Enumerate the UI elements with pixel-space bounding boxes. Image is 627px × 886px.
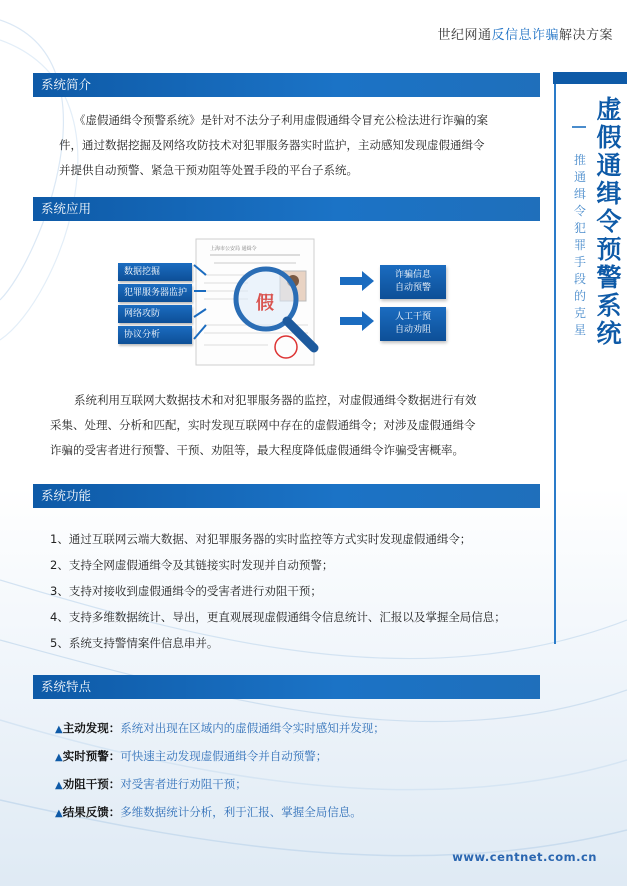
function-item: 3、支持对接收到虚假通缉令的受害者进行劝阻干预； xyxy=(50,584,322,598)
function-item: 4、支持多维数据统计、导出，更直观展现虚假通缉令信息统计、汇报以及掌握全局信息； xyxy=(50,610,506,624)
input-tag-1: 数据挖掘 xyxy=(118,263,192,281)
side-subtitle: 推通缉令犯罪手段的克星 xyxy=(573,153,586,337)
side-title: 虚假通缉令预警系统 xyxy=(596,95,622,348)
input-tag-4: 协议分析 xyxy=(118,326,192,344)
application-line-3: 诈骗的受害者进行预警、干预、劝阻等，最大程度降低虚假通缉令诈骗受害概率。 xyxy=(50,443,464,457)
feature-key: 实时预警： xyxy=(62,749,121,763)
fake-stamp: 假 xyxy=(256,293,274,314)
intro-line-3: 并提供自动预警、紧急干预劝阻等处置手段的平台子系统。 xyxy=(59,163,358,177)
intro-line-2: 件，通过数据挖掘及网络攻防技术对犯罪服务器实时监护，主动感知发现虚假通缉令 xyxy=(59,138,485,152)
section-application-header: 系统应用 xyxy=(33,197,540,221)
section-intro-header: 系统简介 xyxy=(33,73,540,97)
output-alert-line-1: 诈骗信息 xyxy=(394,270,431,280)
feature-list xyxy=(55,715,385,827)
footer-url: www.centnet.com.cn xyxy=(452,850,597,864)
feature-value: 对受害者进行劝阻干预； xyxy=(120,777,247,791)
intro-line-1: 《虚假通缉令预警系统》是针对不法分子利用虚假通缉令冒充公检法进行诈骗的案 xyxy=(74,113,488,127)
feature-value: 多维数据统计分析，利于汇报、掌握全局信息。 xyxy=(120,805,362,819)
system-diagram xyxy=(118,235,468,375)
doc-title: 上海市公安局 通缉令 xyxy=(210,246,257,252)
output-intervene-line-1: 人工干预 xyxy=(394,312,431,322)
application-line-1: 系统利用互联网大数据技术和对犯罪服务器的监控，对虚假通缉令数据进行有效 xyxy=(74,393,477,407)
output-alert-line-2: 自动预警 xyxy=(394,283,431,293)
side-dash xyxy=(572,126,586,128)
input-tag-3: 网络攻防 xyxy=(118,305,192,323)
feature-item xyxy=(55,743,385,771)
triangle-icon: ▲ xyxy=(55,780,63,791)
feature-value: 可快速主动发现虚假通缉令并自动预警； xyxy=(120,749,328,763)
feature-item xyxy=(55,715,385,743)
arrow-icon xyxy=(340,311,374,331)
triangle-icon: ▲ xyxy=(55,752,63,763)
header-prefix: 世纪网通 xyxy=(437,28,492,43)
input-tag-2: 犯罪服务器监护 xyxy=(118,284,192,302)
header-title xyxy=(437,24,613,43)
feature-item xyxy=(55,771,385,799)
section-functions-header: 系统功能 xyxy=(33,484,540,508)
triangle-icon: ▲ xyxy=(55,724,63,735)
function-item: 2、支持全网虚假通缉令及其链接实时发现并自动预警； xyxy=(50,558,334,572)
side-divider xyxy=(554,84,556,644)
feature-key: 劝阻干预： xyxy=(62,777,121,791)
output-box-intervene xyxy=(380,307,446,341)
header-highlight: 反信息诈骗 xyxy=(491,28,559,43)
triangle-icon: ▲ xyxy=(55,808,63,819)
arrow-icon xyxy=(340,271,374,291)
feature-key: 主动发现： xyxy=(62,721,121,735)
function-item: 5、系统支持警情案件信息串并。 xyxy=(50,636,219,650)
header-suffix: 解决方案 xyxy=(558,28,613,43)
output-intervene-line-2: 自动劝阻 xyxy=(394,325,431,335)
side-tab xyxy=(553,72,627,84)
feature-item xyxy=(55,799,385,827)
feature-key: 结果反馈： xyxy=(62,805,121,819)
function-list xyxy=(50,526,506,656)
output-box-alert xyxy=(380,265,446,299)
section-features-header: 系统特点 xyxy=(33,675,540,699)
function-item: 1、通过互联网云端大数据、对犯罪服务器的实时监控等方式实时发现虚假通缉令； xyxy=(50,532,472,546)
feature-value: 系统对出现在区域内的虚假通缉令实时感知并发现； xyxy=(120,721,385,735)
application-line-2: 采集、处理、分析和匹配，实时发现互联网中存在的虚假通缉令；对涉及虚假通缉令 xyxy=(50,418,476,432)
